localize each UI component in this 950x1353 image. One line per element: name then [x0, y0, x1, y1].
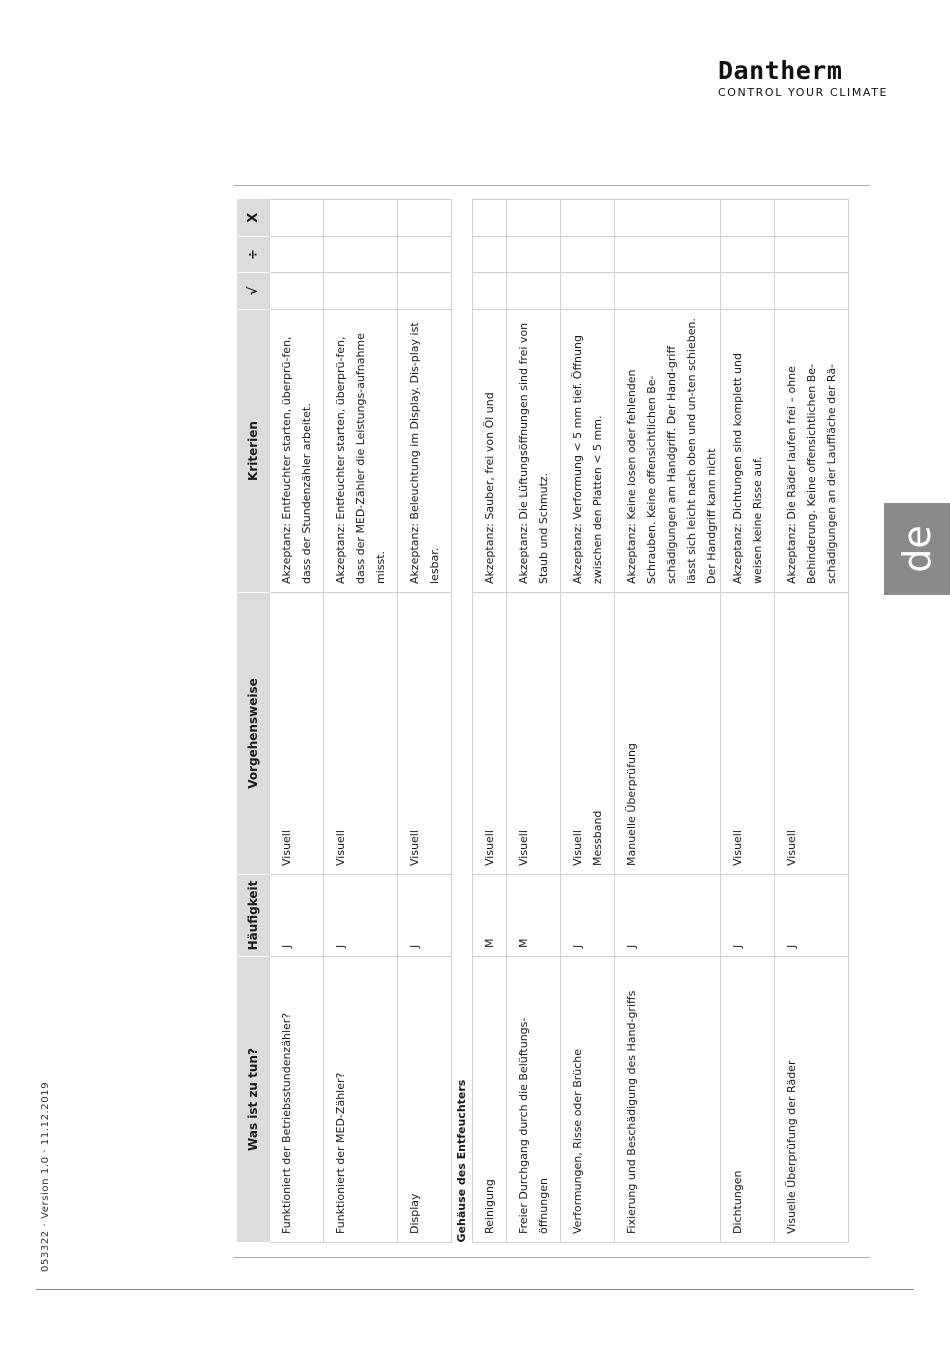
check-partial-cell[interactable] — [721, 237, 775, 273]
check-fail-cell[interactable] — [721, 200, 775, 237]
footer-divider — [36, 1289, 914, 1290]
frequency-cell: M — [507, 875, 561, 957]
check-fail-cell[interactable] — [775, 200, 849, 237]
header-ok: √ — [237, 273, 270, 310]
check-partial-cell[interactable] — [270, 237, 324, 273]
procedure-cell: Manuelle Überprüfung — [615, 593, 721, 875]
check-fail-cell[interactable] — [507, 200, 561, 237]
frequency-cell: J — [270, 875, 324, 957]
language-tab[interactable] — [884, 503, 950, 595]
frequency-cell: J — [775, 875, 849, 957]
procedure-cell: Visuell — [775, 593, 849, 875]
procedure-cell: Visuell — [324, 593, 398, 875]
check-partial-cell[interactable] — [615, 237, 721, 273]
table-row — [775, 200, 849, 1243]
table-row — [270, 200, 324, 1243]
check-ok-cell[interactable] — [775, 273, 849, 310]
check-fail-cell[interactable] — [615, 200, 721, 237]
table-row — [615, 200, 721, 1243]
bottom-divider — [233, 1257, 870, 1258]
check-partial-cell[interactable] — [561, 237, 615, 273]
brand-logo — [718, 58, 918, 99]
table-row — [561, 200, 615, 1243]
criteria-cell: Akzeptanz: Die Lüftungsöffnungen sind frei von Staub und Schmutz. — [507, 310, 561, 593]
procedure-cell: Visuell — [473, 593, 507, 875]
criteria-text: Akzeptanz: Keine losen oder fehlenden Schrauben. Keine offensichtlichen Be-schädigungen am Handgriff. Der Hand-griff lässt sich leicht nach oben und un-ten schieben. Der Handgriff kann nicht — [625, 318, 718, 584]
section-row — [452, 200, 473, 1243]
header-procedure: Vorgehensweise — [237, 593, 270, 875]
frequency-cell: J — [561, 875, 615, 957]
check-ok-cell[interactable] — [615, 273, 721, 310]
table-row — [721, 200, 775, 1243]
check-ok-cell[interactable] — [507, 273, 561, 310]
task-cell: Funktioniert der Betriebsstundenzähler? — [270, 957, 324, 1243]
criteria-cell: Akzeptanz: Entfeuchter starten, überprü-fen, dass der Stundenzähler arbeitet. — [270, 310, 324, 593]
table-row — [398, 200, 452, 1243]
brand-tagline: CONTROL YOUR CLIMATE — [718, 86, 889, 99]
language-label: de — [895, 525, 939, 573]
frequency-cell: J — [615, 875, 721, 957]
header-frequency: Häufigkeit — [237, 875, 270, 957]
task-cell: Dichtungen — [721, 957, 775, 1243]
check-ok-cell[interactable] — [721, 273, 775, 310]
frequency-cell: J — [324, 875, 398, 957]
check-partial-cell[interactable] — [398, 237, 452, 273]
header-fail: X — [237, 200, 270, 237]
criteria-cell: Akzeptanz: Verformung < 5 mm tief. Öffnung zwischen den Platten < 5 mm. — [561, 310, 615, 593]
check-fail-cell[interactable] — [473, 200, 507, 237]
check-fail-cell[interactable] — [270, 200, 324, 237]
criteria-cell: Akzeptanz: Sauber, frei von Öl und — [473, 310, 507, 593]
maintenance-table — [237, 200, 838, 1243]
frequency-cell: J — [398, 875, 452, 957]
check-ok-cell[interactable] — [398, 273, 452, 310]
frequency-cell: J — [721, 875, 775, 957]
criteria-cell: Akzeptanz: Entfeuchter starten, überprü-fen, dass der MED-Zähler die Leistungs-aufnahme misst. — [324, 310, 398, 593]
check-ok-cell[interactable] — [561, 273, 615, 310]
table-row — [324, 200, 398, 1243]
check-partial-cell[interactable] — [473, 237, 507, 273]
document-info: 053322 · Version 1.0 · 11.12.2019 — [40, 1081, 51, 1272]
procedure-line-2: Messband — [591, 810, 604, 866]
task-cell: Verformungen, Risse oder Brüche — [561, 957, 615, 1243]
frequency-cell: M — [473, 875, 507, 957]
check-partial-cell[interactable] — [507, 237, 561, 273]
check-partial-cell[interactable] — [775, 237, 849, 273]
criteria-cell: Akzeptanz: Die Räder laufen frei – ohne Behinderung. Keine offensichtlichen Be-schädigungen an der Lauffläche der Rä- — [775, 310, 849, 593]
header-criteria: Kriterien — [237, 310, 270, 593]
header-task: Was ist zu tun? — [237, 957, 270, 1243]
table-header-row — [237, 200, 270, 1243]
check-fail-cell[interactable] — [561, 200, 615, 237]
task-cell: Visuelle Überprüfung der Räder — [775, 957, 849, 1243]
check-fail-cell[interactable] — [324, 200, 398, 237]
table-row — [473, 200, 507, 1243]
criteria-cell: Akzeptanz: Beleuchtung im Display. Dis-play ist lesbar. — [398, 310, 452, 593]
procedure-cell: Visuell — [721, 593, 775, 875]
task-cell: Fixierung und Beschädigung des Hand-griffs — [615, 957, 721, 1243]
header-partial: ÷ — [237, 237, 270, 273]
procedure-cell: Visuell — [398, 593, 452, 875]
top-divider — [233, 185, 870, 186]
criteria-cell — [615, 310, 721, 593]
check-partial-cell[interactable] — [324, 237, 398, 273]
task-cell: Funktioniert der MED-Zähler? — [324, 957, 398, 1243]
criteria-cell: Akzeptanz: Dichtungen sind komplett und weisen keine Risse auf. — [721, 310, 775, 593]
check-ok-cell[interactable] — [324, 273, 398, 310]
section-title: Gehäuse des Entfeuchters — [452, 310, 473, 1243]
procedure-cell — [561, 593, 615, 875]
task-cell: Freier Durchgang durch die Belüftungs-öffnungen — [507, 957, 561, 1243]
brand-name: Dantherm — [718, 56, 843, 85]
task-cell: Reinigung — [473, 957, 507, 1243]
procedure-cell: Visuell — [270, 593, 324, 875]
procedure-cell: Visuell — [507, 593, 561, 875]
check-ok-cell[interactable] — [473, 273, 507, 310]
task-cell: Display — [398, 957, 452, 1243]
check-fail-cell[interactable] — [398, 200, 452, 237]
procedure-line: Visuell — [571, 830, 584, 866]
check-ok-cell[interactable] — [270, 273, 324, 310]
table-row — [507, 200, 561, 1243]
